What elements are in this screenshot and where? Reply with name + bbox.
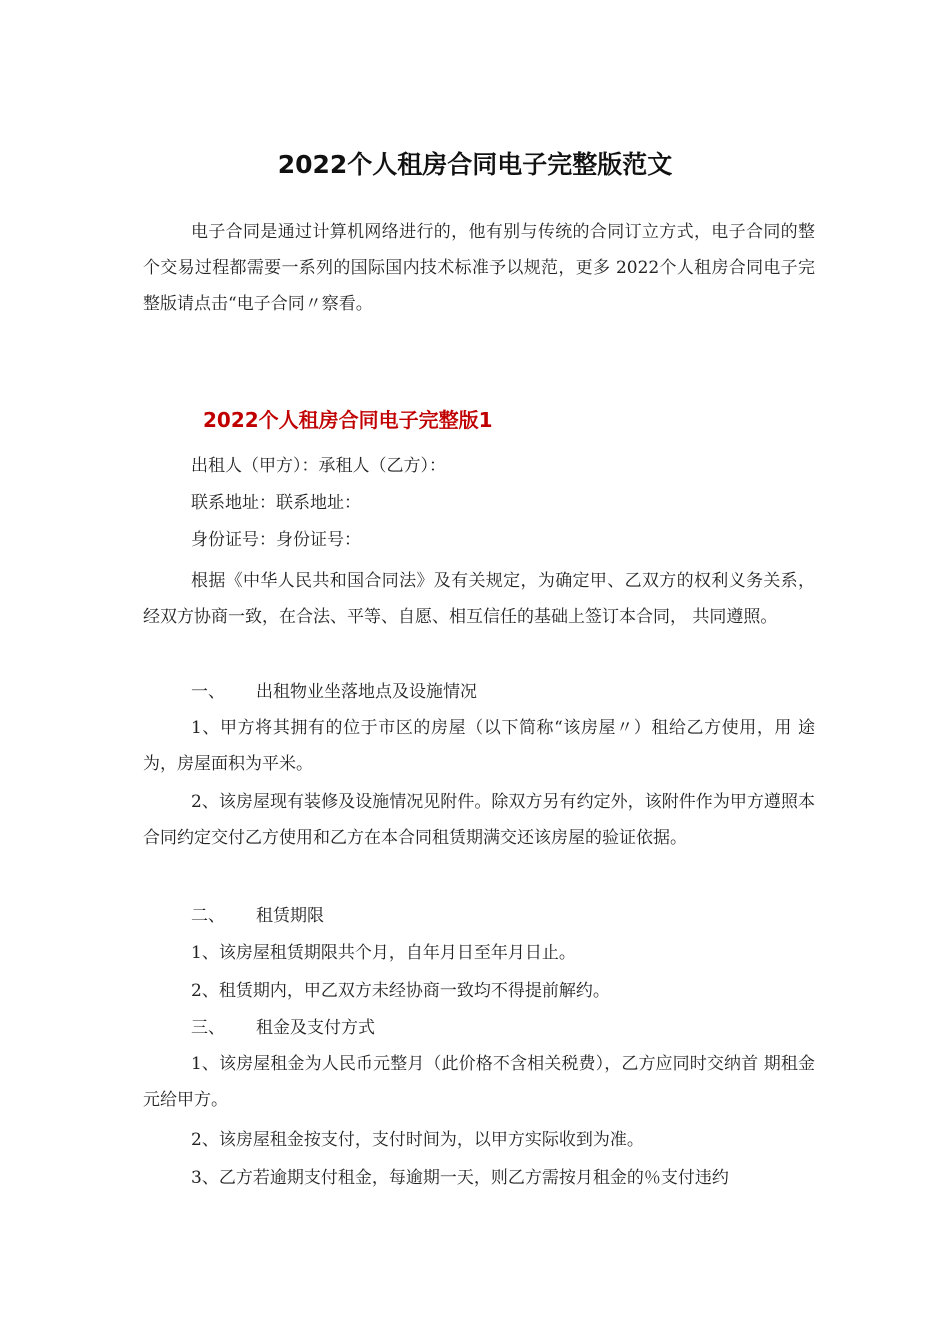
- clause-3-3: 3、乙方若逾期支付租金，每逾期一天，则乙方需按月租金的％支付违约: [191, 1168, 729, 1188]
- section-number: 三、: [191, 1018, 225, 1038]
- section-heading-1: [191, 678, 477, 706]
- section-number: 一、: [191, 682, 225, 702]
- section-heading-text: 租金及支付方式: [256, 1018, 375, 1038]
- clause-1-2: 2、该房屋现有装修及设施情况见附件。除双方另有约定外，该附件作为甲方遵照本合同约定交付乙方使用和乙方在本合同租赁期满交还该房屋的验证依据。: [143, 792, 815, 848]
- section-heading-3: [191, 1014, 375, 1042]
- clause-2-2: 2、租赁期内，甲乙双方未经协商一致均不得提前解约。: [191, 981, 610, 1001]
- document-title: 2022个人租房合同电子完整版范文: [277, 150, 673, 179]
- section-number: 二、: [191, 906, 225, 926]
- id-line: 身份证号：身份证号：: [191, 530, 361, 550]
- intro-paragraph: 电子合同是通过计算机网络进行的，他有别与传统的合同订立方式，电子合同的整个交易过程都需要一系列的国际国内技术标准予以规范，更多 2022个人租房合同电子完整版请点击“电子合同〃察看。: [143, 222, 815, 314]
- clause-3-1: 1、该房屋租金为人民币元整月（此价格不含相关税费），乙方应同时交纳首 期租金元给甲方。: [143, 1054, 815, 1110]
- clause-3-2: 2、该房屋租金按支付，支付时间为，以甲方实际收到为准。: [191, 1130, 644, 1150]
- preamble-paragraph: 根据《中华人民共和国合同法》及有关规定，为确定甲、乙双方的权利义务关系，经双方协商一致，在合法、平等、自愿、相互信任的基础上签订本合同， 共同遵照。: [143, 571, 815, 627]
- section-heading-text: 租赁期限: [256, 906, 324, 926]
- clause-2-1: 1、该房屋租赁期限共个月，自年月日至年月日止。: [191, 943, 576, 963]
- section-heading-2: [191, 902, 324, 930]
- parties-line: 出租人（甲方）：承租人（乙方）：: [191, 456, 446, 476]
- address-line: 联系地址：联系地址：: [191, 493, 361, 513]
- section-heading-text: 出租物业坐落地点及设施情况: [256, 682, 477, 702]
- section-title: 2022个人租房合同电子完整版1: [203, 408, 493, 432]
- clause-1-1: 1、甲方将其拥有的位于市区的房屋（以下简称“该房屋〃）租给乙方使用，用 途为，房屋面积为平米。: [143, 718, 815, 774]
